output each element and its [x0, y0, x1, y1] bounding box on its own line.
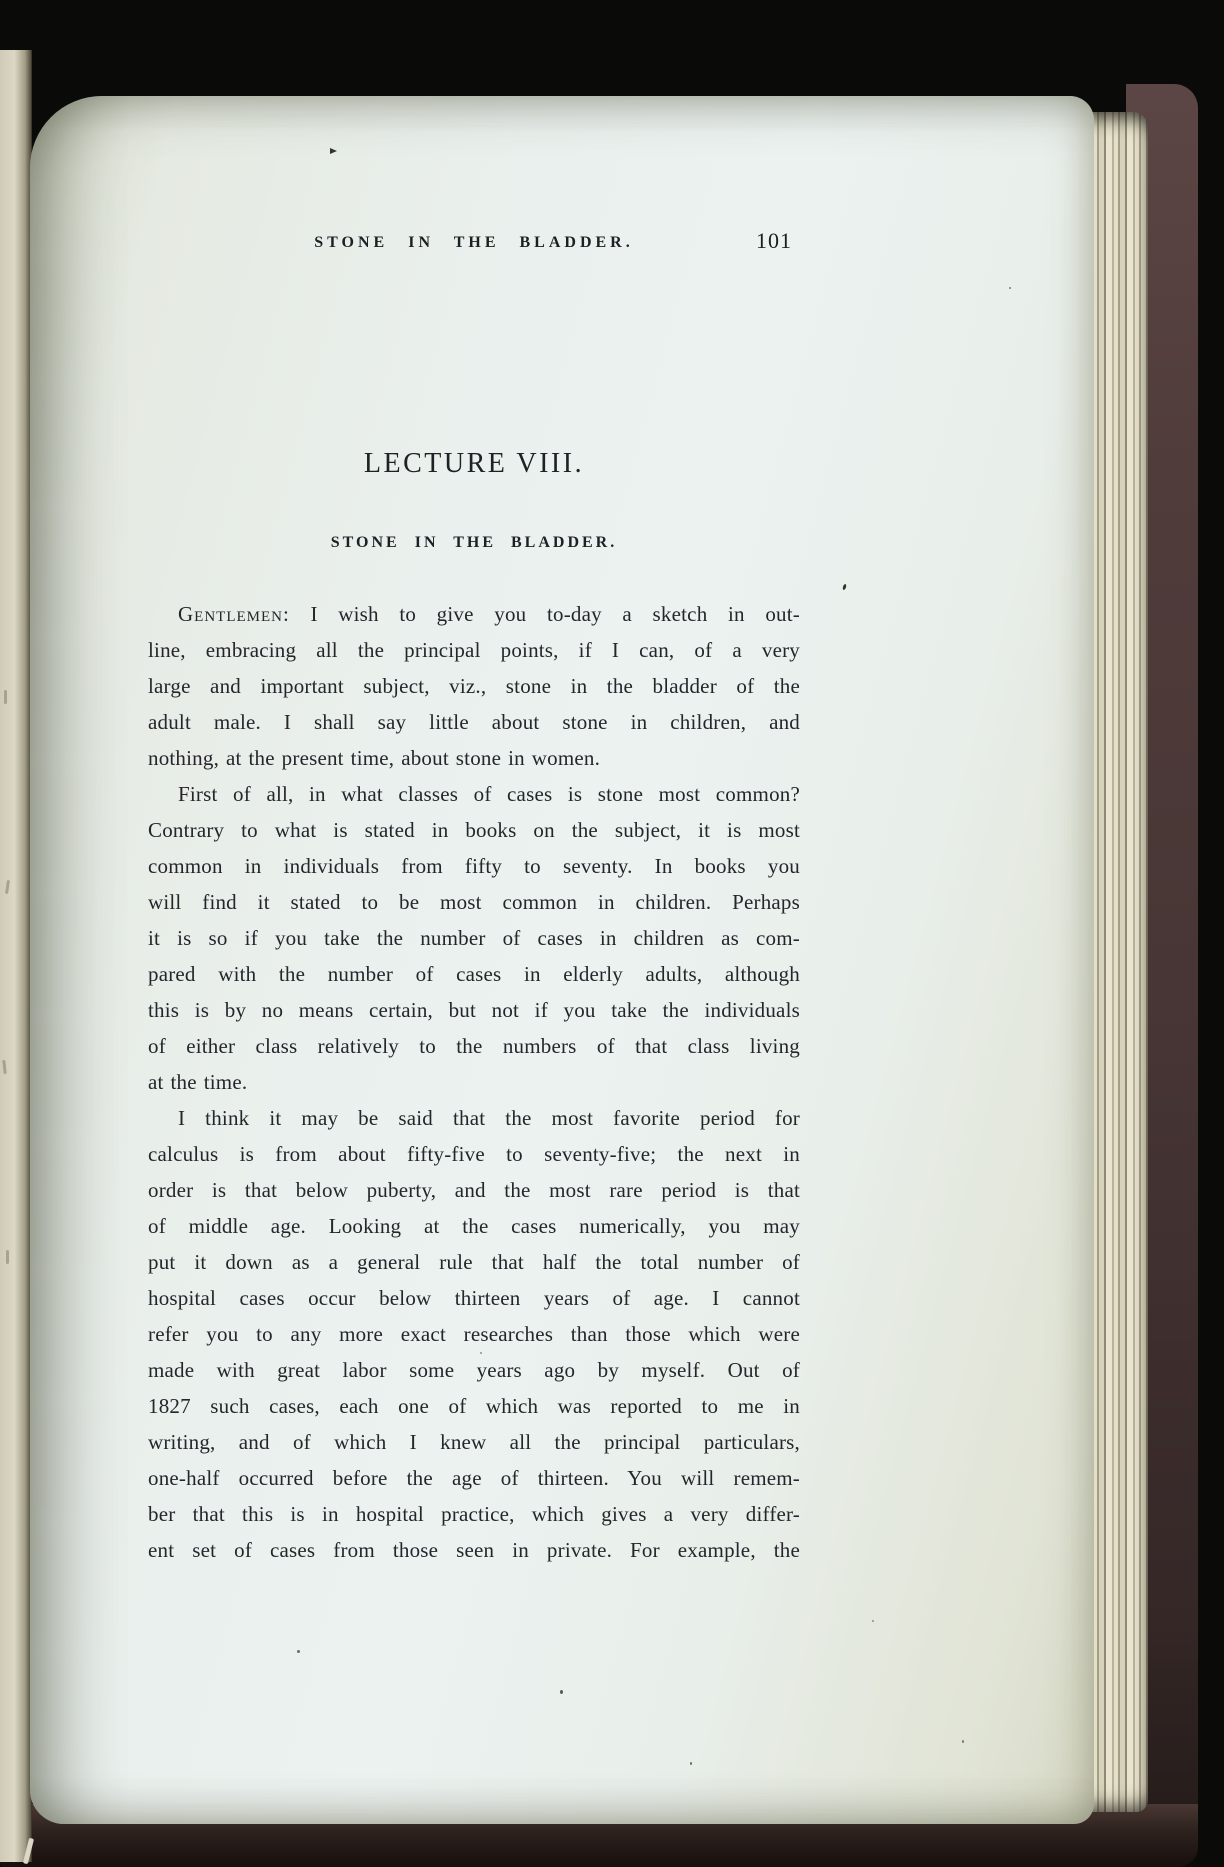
- body-line: put it down as a general rule that half the total number of: [148, 1250, 800, 1274]
- body-line: at the time.: [148, 1070, 248, 1094]
- body-line: large and important subject, viz., stone in the bladder of the: [148, 674, 800, 698]
- print-speck: [1009, 287, 1011, 289]
- lecture-subtitle: STONE IN THE BLADDER.: [330, 534, 618, 551]
- body-text: [148, 596, 800, 1568]
- print-speck: [872, 1620, 874, 1622]
- body-line: of either class relatively to the numbers of that class living: [148, 1034, 800, 1058]
- body-line: Gentlemen: I wish to give you to-day a sketch in out-: [178, 602, 800, 626]
- body-line: ber that this is in hospital practice, which gives a very differ-: [148, 1502, 800, 1526]
- body-line: hospital cases occur below thirteen years of age. I cannot: [148, 1286, 800, 1310]
- bleedthrough-mark: [6, 1250, 9, 1264]
- body-line: order is that below puberty, and the most rare period is that: [148, 1178, 800, 1202]
- body-line: calculus is from about fifty-five to seventy-five; the next in: [148, 1142, 800, 1166]
- body-line: common in individuals from fifty to seventy. In books you: [148, 854, 800, 878]
- text-block: [148, 96, 800, 1824]
- print-speck: [962, 1740, 964, 1743]
- scanned-book-page: [30, 96, 1094, 1824]
- body-line: this is by no means certain, but not if you take the individuals: [148, 998, 800, 1022]
- body-line: ent set of cases from those seen in private. For example, the: [148, 1538, 800, 1562]
- body-line: writing, and of which I knew all the principal particulars,: [148, 1430, 800, 1454]
- body-line: I think it may be said that the most favorite period for: [178, 1106, 800, 1130]
- print-speck: [690, 1762, 692, 1765]
- body-line: it is so if you take the number of cases in children as com-: [148, 926, 800, 950]
- paragraph: [148, 1100, 800, 1568]
- body-line: 1827 such cases, each one of which was reported to me in: [148, 1394, 800, 1418]
- print-speck: [480, 1352, 482, 1354]
- print-speck: [560, 1690, 563, 1694]
- body-line: First of all, in what classes of cases is stone most common?: [178, 782, 800, 806]
- body-line: will find it stated to be most common in children. Perhaps: [148, 890, 800, 914]
- body-line: nothing, at the present time, about stone in women.: [148, 746, 601, 770]
- body-line: line, embracing all the principal points, if I can, of a very: [148, 638, 800, 662]
- running-header: STONE IN THE BLADDER.: [314, 234, 634, 251]
- paragraph: [148, 596, 800, 776]
- paragraph: [148, 776, 800, 1100]
- print-speck: [297, 1650, 300, 1653]
- body-line: refer you to any more exact researches than those which were: [148, 1322, 800, 1346]
- paragraph-lead-word: Gentlemen:: [178, 602, 290, 626]
- bleedthrough-mark: [4, 690, 7, 704]
- lecture-title: LECTURE VIII.: [363, 448, 585, 479]
- body-line: adult male. I shall say little about stone in children, and: [148, 710, 800, 734]
- facing-page-sliver: [0, 50, 32, 1862]
- body-line: one-half occurred before the age of thirteen. You will remem-: [148, 1466, 800, 1490]
- body-line: made with great labor some years ago by myself. Out of: [148, 1358, 800, 1382]
- page-number: 101: [756, 228, 792, 253]
- body-line: Contrary to what is stated in books on the subject, it is most: [148, 818, 800, 842]
- body-line: pared with the number of cases in elderly adults, although: [148, 962, 800, 986]
- body-line: of middle age. Looking at the cases numerically, you may: [148, 1214, 800, 1238]
